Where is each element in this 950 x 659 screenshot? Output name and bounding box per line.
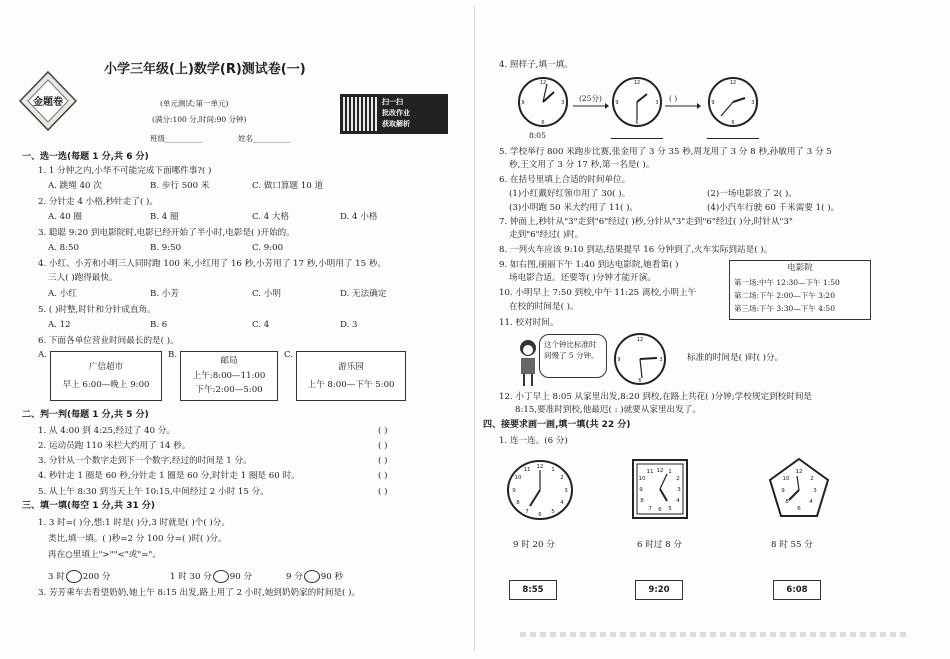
s2-item-5: 5. 从上午 8:30 到当天上午 10:15,中间经过 2 小时 15 分。 (38, 487, 269, 497)
s1-q6-label-b: B. (168, 350, 178, 360)
s1-q2: 2. 分针走 4 小格,秒针走了( )。 (38, 197, 158, 207)
svg-text:3: 3 (813, 488, 817, 494)
r-q9b: 场电影合适。还要等( )分钟才能开演。 (509, 273, 656, 283)
s2-mark-2[interactable]: ( ) (378, 441, 388, 451)
connect-label-3: 8 时 55 分 (771, 540, 813, 550)
svg-text:10: 10 (514, 475, 522, 481)
s1-q3-opt-b: B. 9:50 (150, 243, 182, 253)
section-3-heading: 三、填一填(每空 1 分,共 31 分) (22, 501, 155, 511)
s1-q6-box-b (180, 351, 278, 401)
s1-q5-opt-c: C. 4 (252, 320, 270, 330)
svg-text:3: 3 (561, 100, 565, 106)
class-field[interactable]: 班级__________ (150, 134, 203, 143)
answer-box-3[interactable]: 6:08 (773, 580, 821, 600)
brand-logo (18, 70, 78, 132)
s3-compare-2: 1 时 30 分 90 分 (170, 572, 253, 582)
svg-text:5: 5 (668, 506, 672, 512)
r-q11: 11. 校对时间。 (499, 318, 559, 328)
s2-item-1: 1. 从 4:00 到 4:25,经过了 40 分。 (38, 426, 176, 436)
clock-example-time: 8:05 (529, 131, 546, 140)
r-q6: 6. 在括号里填上合适的时间单位。 (499, 175, 631, 185)
svg-text:12: 12 (636, 337, 644, 343)
s1-q3: 3. 聪聪 9:20 到电影院时,电影已经开始了半小时,电影是( )开始的。 (38, 228, 295, 238)
s1-q1-opt-a: A. 跳绳 40 次 (48, 181, 102, 191)
compare-circle-2[interactable] (213, 570, 229, 583)
clock-2-answer-line[interactable] (611, 138, 663, 139)
svg-text:6: 6 (731, 120, 735, 126)
s1-q4-opt-c: C. 小明 (252, 289, 281, 299)
box-b-name: 邮局 (220, 356, 238, 366)
compare-circle-1[interactable] (66, 570, 82, 583)
r-q11-answer: 标准的时间是( )时( )分。 (687, 353, 784, 363)
connect-clock-pentagon-icon[interactable] (767, 456, 831, 520)
clock-example-2-icon (611, 76, 663, 128)
r-q5b: 秒,王文用了 3 分 17 秒,第一名是( )。 (509, 160, 655, 170)
box-c-name: 游乐园 (338, 362, 364, 372)
s3-q1b: 类比,填一填。( )秒=2 分 100 分=( )时( )分。 (48, 534, 227, 544)
connect-label-2: 6 时过 8 分 (637, 540, 682, 550)
box-b-time1: 上午:8:00—11:00 (192, 371, 266, 381)
svg-text:3: 3 (751, 100, 755, 106)
s1-q6-box-a (50, 351, 162, 401)
svg-text:2: 2 (560, 475, 564, 481)
r-q10a: 10. 小明早上 7:50 到校,中午 11:25 离校,小明上午 (499, 288, 697, 298)
s3-q3: 3. 芳芳乘车去看望奶奶,她上午 8:15 出发,路上用了 2 小时,她到奶奶家的时间是( )。 (38, 588, 361, 598)
s1-q1: 1. 1 分钟之内,小华不可能完成下面哪件事?( ) (38, 166, 212, 176)
s1-q4b: 三人( )跑得最快。 (48, 273, 118, 283)
svg-text:1: 1 (668, 469, 672, 475)
s1-q5-opt-d: D. 3 (340, 320, 358, 330)
slow-clock-icon (613, 332, 667, 386)
svg-text:4: 4 (560, 500, 564, 506)
s1-q6-label-c: C. (284, 350, 294, 360)
s3-q1: 1. 3 时=( )分,想:1 时是( )分,3 时就是( )个( )分。 (38, 518, 230, 528)
svg-text:9: 9 (615, 100, 619, 106)
s3-compare-intro: 再在○里填上">""<"或"="。 (48, 550, 161, 560)
s1-q2-opt-a: A. 40 圈 (48, 212, 82, 222)
arrow-label-1: (25分) (579, 94, 602, 103)
svg-text:3: 3 (655, 100, 659, 106)
logo-text: 金题卷 (33, 97, 63, 108)
s1-q5-opt-b: B. 6 (150, 320, 168, 330)
answer-box-2[interactable]: 9:20 (635, 580, 683, 600)
s4-q1: 1. 连一连。(6 分) (499, 436, 568, 446)
compare-circle-3[interactable] (304, 570, 320, 583)
r-q10b: 在校的时间是( )。 (509, 302, 579, 312)
connect-clock-round-icon[interactable] (505, 458, 575, 522)
svg-text:1: 1 (551, 467, 555, 473)
s2-item-3: 3. 分针从一个数字走到下一个数字,经过的时间是 1 分。 (38, 456, 252, 466)
svg-text:11: 11 (646, 469, 654, 475)
r-q12a: 12. 小丁早上 8:05 从家里出发,8:20 到校,在路上共花( )分钟;学校规定到校时间是 (499, 392, 813, 402)
svg-text:6: 6 (797, 506, 801, 512)
svg-text:11: 11 (523, 467, 531, 473)
svg-text:9: 9 (617, 357, 621, 363)
clock-example-1-icon (517, 76, 569, 128)
connect-clock-square-icon[interactable] (631, 458, 689, 520)
s1-q5: 5. ( )时整,时针和分针成直角。 (38, 305, 156, 315)
svg-text:12: 12 (729, 80, 737, 86)
s1-q3-opt-c: C. 9:00 (252, 243, 284, 253)
svg-text:4: 4 (809, 499, 813, 505)
r-q6-item-4: (4)小汽车行驶 60 千米需要 1( )。 (707, 203, 840, 213)
name-field[interactable]: 姓名__________ (238, 134, 291, 143)
r-q6-item-2: (2)一场电影放了 2( )。 (707, 189, 797, 199)
clock-3-answer-line[interactable] (707, 138, 759, 139)
svg-text:4: 4 (676, 498, 680, 504)
r-q5a: 5. 学校举行 800 米跑步比赛,张金用了 3 分 35 秒,周龙用了 3 分 8 秒,孙敏用了 3 分 5 (499, 147, 832, 157)
s3-compare-3: 9 分 90 秒 (286, 572, 344, 582)
svg-text:6: 6 (635, 120, 639, 126)
speech-bubble (539, 334, 607, 378)
r-q9a: 9. 如右图,丽丽下午 1:40 到达电影院,她看第( ) (499, 260, 679, 270)
svg-text:5: 5 (551, 509, 555, 515)
qr-code-block[interactable] (340, 94, 448, 134)
s1-q2-opt-b: B. 4 圈 (150, 212, 179, 222)
s2-item-4: 4. 秒针走 1 圈是 60 秒,分针走 1 圈是 60 分,时针走 1 圈是 60 时。 (38, 471, 300, 481)
answer-box-1[interactable]: 8:55 (509, 580, 557, 600)
s2-item-2: 2. 运动员跑 110 米栏大约用了 14 秒。 (38, 441, 191, 451)
page-title: 小学三年级(上)数学(R)测试卷(一) (104, 62, 306, 77)
right-page (475, 0, 950, 659)
r-q4: 4. 照样子,填一填。 (499, 60, 573, 70)
svg-text:9: 9 (781, 488, 785, 494)
section-2-heading: 二、判一判(每题 1 分,共 5 分) (22, 410, 149, 420)
svg-text:3: 3 (564, 488, 568, 494)
box-a-name: 广信超市 (88, 362, 124, 372)
subtitle: (单元测试;第一单元) (160, 99, 229, 108)
arrow-right-icon (573, 102, 609, 110)
box-c-time: 上午 8:00—下午 5:00 (307, 380, 395, 390)
s2-mark-3[interactable]: ( ) (378, 456, 388, 466)
s1-q6-box-c (296, 351, 406, 401)
s2-mark-5[interactable]: ( ) (378, 487, 388, 497)
s1-q5-opt-a: A. 12 (48, 320, 71, 330)
svg-text:3: 3 (677, 487, 681, 493)
r-q7: 7. 钟面上,秒针从"3"走到"6"经过( )秒,分针从"3"走到"6"经过( )分,时针从"3" (499, 217, 793, 227)
scan-artifact-strip (520, 632, 910, 637)
s2-mark-1[interactable]: ( ) (378, 426, 388, 436)
svg-text:8: 8 (516, 500, 520, 506)
svg-text:12: 12 (633, 80, 641, 86)
svg-text:3: 3 (659, 357, 663, 363)
svg-text:2: 2 (810, 476, 814, 482)
s1-q6-label-a: A. (38, 350, 47, 360)
svg-text:6: 6 (658, 507, 662, 513)
s1-q4-opt-a: A. 小红 (48, 289, 77, 299)
connect-label-1: 9 时 20 分 (513, 540, 555, 550)
svg-text:6: 6 (541, 120, 545, 126)
svg-text:8: 8 (640, 498, 644, 504)
s1-q1-opt-c: C. 做口算题 10 道 (252, 181, 324, 191)
s1-q4a: 4. 小红、小芳和小明三人同时跑 100 米,小红用了 16 秒,小芳用了 17 秒,小明用了 15 秒。 (38, 259, 387, 269)
section-4-heading: 四、接要求画一画,填一填(共 22 分) (483, 420, 631, 430)
svg-text:6: 6 (538, 512, 542, 518)
svg-text:9: 9 (711, 100, 715, 106)
s3-compare-1: 3 时 200 分 (48, 572, 111, 582)
arrow-label-2[interactable]: ( ) (669, 94, 678, 103)
s1-q2-opt-c: C. 4 大格 (252, 212, 290, 222)
svg-text:7: 7 (648, 506, 652, 512)
box-b-time2: 下午:2:00—5:00 (195, 385, 263, 395)
r-q12b: 8:15,要准时到校,他最迟( : )就要从家里出发了。 (515, 405, 701, 415)
r-q8: 8. 一列火车应该 9:10 到站,结果提早 16 分钟到了,火车实际到站是( )。 (499, 245, 773, 255)
s1-q4-opt-b: B. 小芳 (150, 289, 179, 299)
svg-text:12: 12 (536, 464, 544, 470)
svg-text:9: 9 (521, 100, 525, 106)
svg-text:10: 10 (638, 476, 646, 482)
box-a-time: 早上 6:00—晚上 9:00 (62, 380, 150, 390)
svg-text:8: 8 (785, 499, 789, 505)
svg-text:7: 7 (525, 509, 529, 515)
svg-text:9: 9 (512, 488, 516, 494)
qr-code-icon (343, 97, 377, 131)
bubble-text: 这个钟比标准时间慢了 5 分钟。 (544, 340, 599, 360)
girl-figure-icon (515, 338, 541, 388)
s2-mark-4[interactable]: ( ) (378, 471, 388, 481)
s1-q1-opt-b: B. 步行 500 米 (150, 181, 210, 191)
svg-text:10: 10 (782, 476, 790, 482)
svg-text:12: 12 (795, 469, 803, 475)
svg-text:2: 2 (676, 476, 680, 482)
s1-q3-opt-a: A. 8:50 (48, 243, 79, 253)
r-q6-item-3: (3)小明跑 50 米大约用了 11( )。 (509, 203, 639, 213)
svg-text:9: 9 (639, 487, 643, 493)
s1-q6: 6. 下面各单位营业时间最长的是( )。 (38, 336, 179, 346)
s1-q4-opt-d: D. 无法确定 (340, 289, 387, 299)
cinema-schedule (729, 260, 871, 320)
arrow-right-icon-2 (665, 102, 701, 110)
cinema-row-2: 第二场:下午 2:00—下午 3:20 (734, 291, 835, 300)
cinema-row-1: 第一场:中午 12:30—下午 1:50 (734, 278, 840, 287)
svg-text:12: 12 (656, 468, 664, 474)
cinema-row-3: 第三场:下午 3:30—下午 4:50 (734, 304, 835, 313)
svg-text:12: 12 (539, 80, 547, 86)
score-time: (满分:100 分,时间:90 分钟) (152, 115, 247, 124)
r-q7b: 走到"6"经过( )时。 (509, 230, 584, 240)
clock-example-3-icon (707, 76, 759, 128)
section-1-heading: 一、选一选(每题 1 分,共 6 分) (22, 152, 149, 162)
svg-text:6: 6 (638, 378, 642, 384)
qr-caption: 扫一扫 批改作业 获取解析 (382, 98, 410, 128)
s1-q2-opt-d: D. 4 小格 (340, 212, 378, 222)
r-q6-item-1: (1)小红戴好红领巾用了 30( )。 (509, 189, 631, 199)
cinema-title: 电影院 (787, 263, 813, 273)
